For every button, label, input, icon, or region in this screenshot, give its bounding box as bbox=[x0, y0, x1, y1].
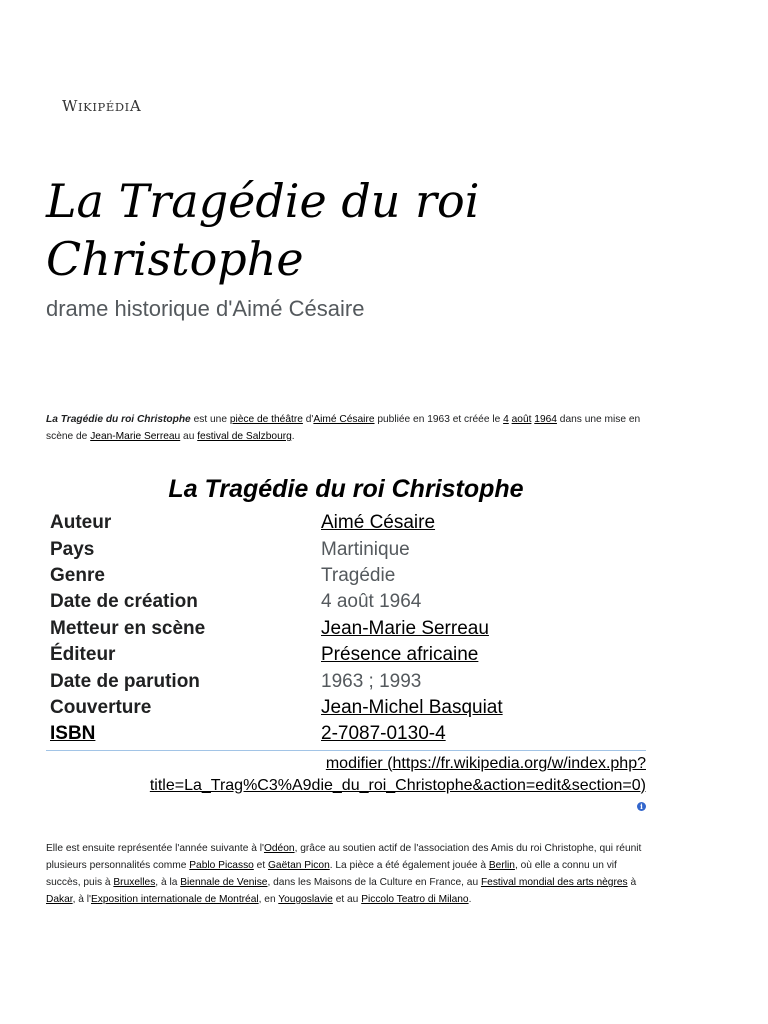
infobox-value-couverture-link[interactable]: Jean-Michel Basquiat bbox=[321, 696, 503, 718]
link-4[interactable]: 4 bbox=[503, 414, 509, 425]
infobox-edit-row bbox=[46, 753, 646, 797]
infobox-value: Martinique bbox=[321, 538, 410, 560]
infobox-row-couverture bbox=[46, 695, 646, 721]
infobox-label: Date de création bbox=[50, 591, 198, 613]
link-festival-de-salzbourg[interactable]: festival de Salzbourg bbox=[197, 431, 292, 442]
infobox-caption: La Tragédie du roi Christophe bbox=[168, 475, 524, 503]
infobox-row-isbn bbox=[46, 721, 646, 747]
infobox-value: 1963 ; 1993 bbox=[321, 670, 422, 692]
link-festival-mondial-arts-negres[interactable]: Festival mondial des arts nègres bbox=[480, 877, 628, 888]
link-aout[interactable]: août bbox=[511, 414, 532, 425]
infobox-row-genre bbox=[46, 563, 646, 589]
link-dakar[interactable]: Dakar bbox=[46, 894, 73, 905]
intro-bold-title: La Tragédie du roi Christophe bbox=[46, 414, 191, 425]
infobox-label: Couverture bbox=[50, 696, 152, 718]
infobox-value: 4 août 1964 bbox=[321, 591, 422, 613]
link-exposition-montreal[interactable]: Exposition internationale de Montréal bbox=[91, 894, 259, 905]
infobox-label: Éditeur bbox=[50, 644, 116, 666]
link-aime-cesaire[interactable]: Aimé Césaire bbox=[313, 414, 375, 425]
infobox-row-date-parution bbox=[46, 668, 646, 694]
infobox-row-auteur bbox=[46, 510, 646, 536]
infobox-row-editeur bbox=[46, 642, 646, 668]
infobox-label: Genre bbox=[50, 564, 105, 586]
infobox-row-metteur-en-scene bbox=[46, 616, 646, 642]
infobox-value-auteur-link[interactable]: Aimé Césaire bbox=[321, 512, 436, 534]
infobox bbox=[46, 472, 646, 797]
link-yougoslavie[interactable]: Yougoslavie bbox=[278, 894, 333, 905]
link-bruxelles[interactable]: Bruxelles bbox=[113, 877, 156, 888]
infobox-row-pays bbox=[46, 536, 646, 562]
page-subtitle: drame historique d'Aimé Césaire bbox=[46, 296, 365, 321]
link-gaetan-picon[interactable]: Gaëtan Picon bbox=[268, 860, 330, 871]
infobox-label-isbn-link[interactable]: ISBN bbox=[50, 723, 96, 745]
link-piece-de-theatre[interactable]: pièce de théâtre bbox=[229, 414, 303, 425]
infobox-value: Tragédie bbox=[321, 564, 396, 586]
link-odeon[interactable]: Odéon bbox=[263, 843, 295, 854]
link-jean-marie-serreau[interactable]: Jean-Marie Serreau bbox=[90, 431, 181, 442]
link-1964[interactable]: 1964 bbox=[534, 414, 557, 425]
infobox-divider bbox=[46, 750, 646, 751]
link-piccolo-teatro[interactable]: Piccolo Teatro di Milano bbox=[361, 894, 469, 905]
intro-paragraph: La Tragédie du roi Christophe est une pièce de théâtre d'Aimé Césaire publiée en 1963 et créée le 4 août 1964 dans une mise en scène de Jean-Marie Serreau au festival de Salzbourg. bbox=[46, 414, 641, 442]
infobox-row-date-creation bbox=[46, 589, 646, 615]
link-berlin[interactable]: Berlin bbox=[488, 860, 515, 871]
page-title: La Tragédie du roi Christophe bbox=[46, 174, 480, 286]
infobox-label: Pays bbox=[50, 538, 95, 560]
infobox-label: Date de parution bbox=[50, 670, 200, 692]
link-pablo-picasso[interactable]: Pablo Picasso bbox=[189, 860, 254, 871]
info-icon[interactable]: i bbox=[637, 802, 646, 811]
wikipedia-logo[interactable]: WIKIPÉDIA bbox=[62, 97, 142, 115]
infobox-value-isbn-link[interactable]: 2-7087-0130-4 bbox=[321, 723, 446, 745]
infobox-edit-link[interactable]: modifier (https://fr.wikipedia.org/w/index.php?title=La_Trag%C3%A9die_du_roi_Christophe&action=edit&section=0) bbox=[149, 754, 646, 794]
infobox-label: Metteur en scène bbox=[50, 617, 206, 639]
infobox-value-editeur-link[interactable]: Présence africaine bbox=[321, 644, 479, 666]
link-biennale-de-venise[interactable]: Biennale de Venise bbox=[180, 877, 268, 888]
infobox-value-metteur-link[interactable]: Jean-Marie Serreau bbox=[321, 617, 489, 639]
body-paragraph: Elle est ensuite représentée l'année suivante à l'Odéon, grâce au soutien actif de l'association des Amis du roi Christophe, qui réunit plusieurs personnalités comme Pablo Picasso et Gaëtan Picon. La pièce a été également jouée à Berlin, où elle a connu un vif succès, puis à Bruxelles, à la Biennale de Venise, dans les Maisons de la Culture en France, au Festival mondial des arts nègres à Dakar, à l'Exposition internationale de Montréal, en Yougoslavie et au Piccolo Teatro di Milano. bbox=[46, 843, 642, 905]
infobox-label: Auteur bbox=[50, 512, 112, 534]
